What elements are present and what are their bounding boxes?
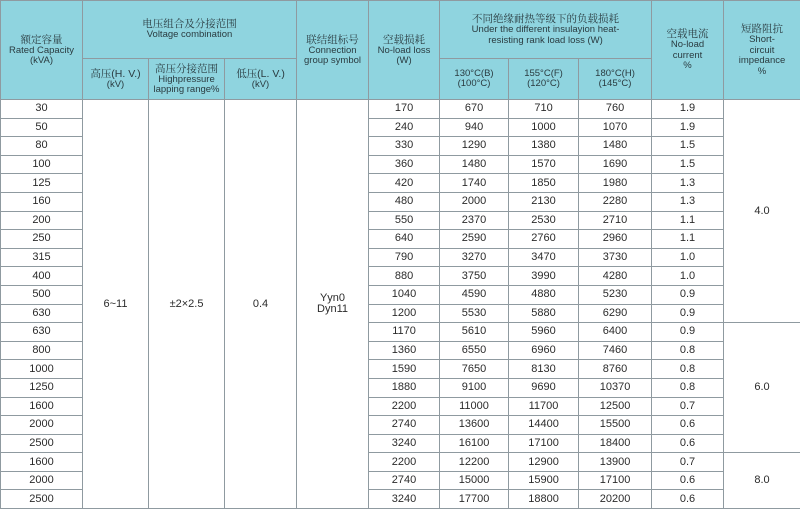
load-loss-f-cell: 15900 <box>509 471 579 490</box>
load-loss-h-cell: 5230 <box>579 285 652 304</box>
load-loss-f-cell: 18800 <box>509 490 579 509</box>
capacity-cell: 100 <box>1 155 83 174</box>
load-loss-h-cell: 7460 <box>579 341 652 360</box>
capacity-cell: 630 <box>1 323 83 342</box>
header-noload-current: 空载电流 No-load current % <box>652 1 724 100</box>
noload-current-cell: 1.1 <box>652 230 724 249</box>
load-loss-f-cell: 17100 <box>509 434 579 453</box>
load-loss-b-cell: 940 <box>440 118 509 137</box>
load-loss-h-cell: 1690 <box>579 155 652 174</box>
connection-yyn0: Yyn0 <box>297 293 368 304</box>
capacity-cell: 800 <box>1 341 83 360</box>
noload-loss-cell: 640 <box>369 230 440 249</box>
load-loss-f-cell: 1000 <box>509 118 579 137</box>
load-loss-f-cell: 1380 <box>509 137 579 156</box>
hv-value-cell: 6~11 <box>83 100 149 509</box>
noload-loss-cell: 420 <box>369 174 440 193</box>
noload-loss-cell: 360 <box>369 155 440 174</box>
load-loss-h-cell: 2960 <box>579 230 652 249</box>
load-loss-b-cell: 7650 <box>440 360 509 379</box>
impedance-value-cell: 6.0 <box>724 323 800 453</box>
header-voltage-combination: 电压组合及分接范围 Voltage combination <box>83 1 297 59</box>
capacity-cell: 1000 <box>1 360 83 379</box>
impedance-value-cell: 8.0 <box>724 453 800 509</box>
noload-current-cell: 1.0 <box>652 248 724 267</box>
load-loss-b-cell: 4590 <box>440 285 509 304</box>
noload-current-cell: 0.6 <box>652 471 724 490</box>
capacity-cell: 500 <box>1 285 83 304</box>
noload-current-cell: 1.0 <box>652 267 724 286</box>
header-tapping-range: 高压分接范围 Highpressure lapping range% <box>149 59 225 100</box>
noload-current-cell: 0.6 <box>652 490 724 509</box>
noload-loss-cell: 790 <box>369 248 440 267</box>
noload-current-cell: 0.9 <box>652 304 724 323</box>
noload-loss-cell: 170 <box>369 100 440 119</box>
header-load-loss: 不同绝缘耐热等级下的负载损耗 Under the different insulayion heat- resisting rank load loss (W) <box>440 1 652 59</box>
capacity-cell: 2000 <box>1 471 83 490</box>
load-loss-b-cell: 13600 <box>440 416 509 435</box>
load-loss-f-cell: 2530 <box>509 211 579 230</box>
load-loss-b-cell: 2590 <box>440 230 509 249</box>
noload-loss-cell: 1200 <box>369 304 440 323</box>
noload-current-cell: 0.8 <box>652 360 724 379</box>
capacity-cell: 1600 <box>1 453 83 472</box>
load-loss-f-cell: 3990 <box>509 267 579 286</box>
table-row <box>1 100 800 119</box>
noload-loss-cell: 2740 <box>369 416 440 435</box>
load-loss-b-cell: 1740 <box>440 174 509 193</box>
capacity-cell: 250 <box>1 230 83 249</box>
load-loss-h-cell: 2280 <box>579 192 652 211</box>
tapping-value-cell: ±2×2.5 <box>149 100 225 509</box>
header-connection-group: 联结组标号 Connection group symbol <box>297 1 369 100</box>
load-loss-f-cell: 6960 <box>509 341 579 360</box>
load-loss-b-cell: 16100 <box>440 434 509 453</box>
load-loss-b-cell: 1480 <box>440 155 509 174</box>
load-loss-b-cell: 3270 <box>440 248 509 267</box>
lv-value-cell: 0.4 <box>225 100 297 509</box>
noload-current-cell: 0.9 <box>652 285 724 304</box>
load-loss-b-cell: 1290 <box>440 137 509 156</box>
load-loss-h-cell: 15500 <box>579 416 652 435</box>
capacity-cell: 80 <box>1 137 83 156</box>
header-short-circuit-impedance: 短路阻抗 Short- circuit impedance % <box>724 1 800 100</box>
load-loss-f-cell: 1850 <box>509 174 579 193</box>
noload-loss-cell: 1590 <box>369 360 440 379</box>
load-loss-b-cell: 5530 <box>440 304 509 323</box>
load-loss-b-cell: 2370 <box>440 211 509 230</box>
noload-loss-cell: 3240 <box>369 434 440 453</box>
noload-loss-cell: 480 <box>369 192 440 211</box>
load-loss-h-cell: 2710 <box>579 211 652 230</box>
capacity-cell: 400 <box>1 267 83 286</box>
load-loss-b-cell: 5610 <box>440 323 509 342</box>
load-loss-f-cell: 9690 <box>509 378 579 397</box>
noload-loss-cell: 2200 <box>369 397 440 416</box>
noload-loss-cell: 240 <box>369 118 440 137</box>
capacity-cell: 2500 <box>1 490 83 509</box>
noload-loss-cell: 2200 <box>369 453 440 472</box>
noload-loss-cell: 2740 <box>369 471 440 490</box>
load-loss-b-cell: 6550 <box>440 341 509 360</box>
load-loss-h-cell: 4280 <box>579 267 652 286</box>
noload-current-cell: 1.1 <box>652 211 724 230</box>
noload-current-cell: 1.9 <box>652 100 724 119</box>
load-loss-b-cell: 3750 <box>440 267 509 286</box>
noload-current-cell: 0.6 <box>652 434 724 453</box>
table-body <box>1 100 800 509</box>
load-loss-h-cell: 10370 <box>579 378 652 397</box>
load-loss-h-cell: 3730 <box>579 248 652 267</box>
capacity-cell: 160 <box>1 192 83 211</box>
load-loss-h-cell: 1480 <box>579 137 652 156</box>
capacity-cell: 2000 <box>1 416 83 435</box>
header-hv: 高压(H. V.) (kV) <box>83 59 149 100</box>
load-loss-b-cell: 2000 <box>440 192 509 211</box>
load-loss-h-cell: 18400 <box>579 434 652 453</box>
noload-loss-cell: 330 <box>369 137 440 156</box>
noload-loss-cell: 880 <box>369 267 440 286</box>
noload-current-cell: 0.8 <box>652 341 724 360</box>
load-loss-b-cell: 15000 <box>440 471 509 490</box>
header-temp-b: 130°C(B) (100°C) <box>440 59 509 100</box>
load-loss-f-cell: 12900 <box>509 453 579 472</box>
capacity-cell: 30 <box>1 100 83 119</box>
load-loss-f-cell: 5880 <box>509 304 579 323</box>
capacity-cell: 2500 <box>1 434 83 453</box>
noload-loss-cell: 1170 <box>369 323 440 342</box>
noload-current-cell: 1.3 <box>652 192 724 211</box>
load-loss-f-cell: 14400 <box>509 416 579 435</box>
header-temp-h: 180°C(H) (145°C) <box>579 59 652 100</box>
noload-current-cell: 0.7 <box>652 453 724 472</box>
load-loss-f-cell: 1570 <box>509 155 579 174</box>
capacity-cell: 630 <box>1 304 83 323</box>
header-lv: 低压(L. V.) (kV) <box>225 59 297 100</box>
header-temp-f: 155°C(F) (120°C) <box>509 59 579 100</box>
load-loss-h-cell: 8760 <box>579 360 652 379</box>
connection-value-cell <box>297 100 369 509</box>
load-loss-b-cell: 9100 <box>440 378 509 397</box>
load-loss-h-cell: 1980 <box>579 174 652 193</box>
capacity-cell: 1600 <box>1 397 83 416</box>
connection-dyn11: Dyn11 <box>297 304 368 315</box>
load-loss-f-cell: 3470 <box>509 248 579 267</box>
load-loss-h-cell: 760 <box>579 100 652 119</box>
load-loss-h-cell: 6290 <box>579 304 652 323</box>
load-loss-b-cell: 17700 <box>440 490 509 509</box>
load-loss-f-cell: 2130 <box>509 192 579 211</box>
load-loss-h-cell: 20200 <box>579 490 652 509</box>
impedance-value-cell: 4.0 <box>724 100 800 323</box>
load-loss-h-cell: 1070 <box>579 118 652 137</box>
noload-current-cell: 0.9 <box>652 323 724 342</box>
noload-current-cell: 1.5 <box>652 137 724 156</box>
load-loss-h-cell: 13900 <box>579 453 652 472</box>
noload-current-cell: 0.7 <box>652 397 724 416</box>
load-loss-b-cell: 11000 <box>440 397 509 416</box>
noload-loss-cell: 1040 <box>369 285 440 304</box>
load-loss-f-cell: 2760 <box>509 230 579 249</box>
noload-loss-cell: 3240 <box>369 490 440 509</box>
capacity-cell: 125 <box>1 174 83 193</box>
load-loss-f-cell: 4880 <box>509 285 579 304</box>
noload-current-cell: 1.3 <box>652 174 724 193</box>
capacity-cell: 315 <box>1 248 83 267</box>
noload-loss-cell: 1360 <box>369 341 440 360</box>
load-loss-b-cell: 12200 <box>440 453 509 472</box>
noload-current-cell: 0.6 <box>652 416 724 435</box>
header-rated-capacity: 额定容量 Rated Capacity (kVA) <box>1 1 83 100</box>
load-loss-f-cell: 11700 <box>509 397 579 416</box>
load-loss-f-cell: 5960 <box>509 323 579 342</box>
load-loss-f-cell: 710 <box>509 100 579 119</box>
load-loss-h-cell: 17100 <box>579 471 652 490</box>
noload-loss-cell: 1880 <box>369 378 440 397</box>
noload-current-cell: 1.5 <box>652 155 724 174</box>
noload-loss-cell: 550 <box>369 211 440 230</box>
load-loss-f-cell: 8130 <box>509 360 579 379</box>
capacity-cell: 200 <box>1 211 83 230</box>
load-loss-b-cell: 670 <box>440 100 509 119</box>
load-loss-h-cell: 6400 <box>579 323 652 342</box>
noload-current-cell: 0.8 <box>652 378 724 397</box>
load-loss-h-cell: 12500 <box>579 397 652 416</box>
noload-current-cell: 1.9 <box>652 118 724 137</box>
capacity-cell: 1250 <box>1 378 83 397</box>
header-noload-loss: 空载损耗 No-load loss (W) <box>369 1 440 100</box>
capacity-cell: 50 <box>1 118 83 137</box>
